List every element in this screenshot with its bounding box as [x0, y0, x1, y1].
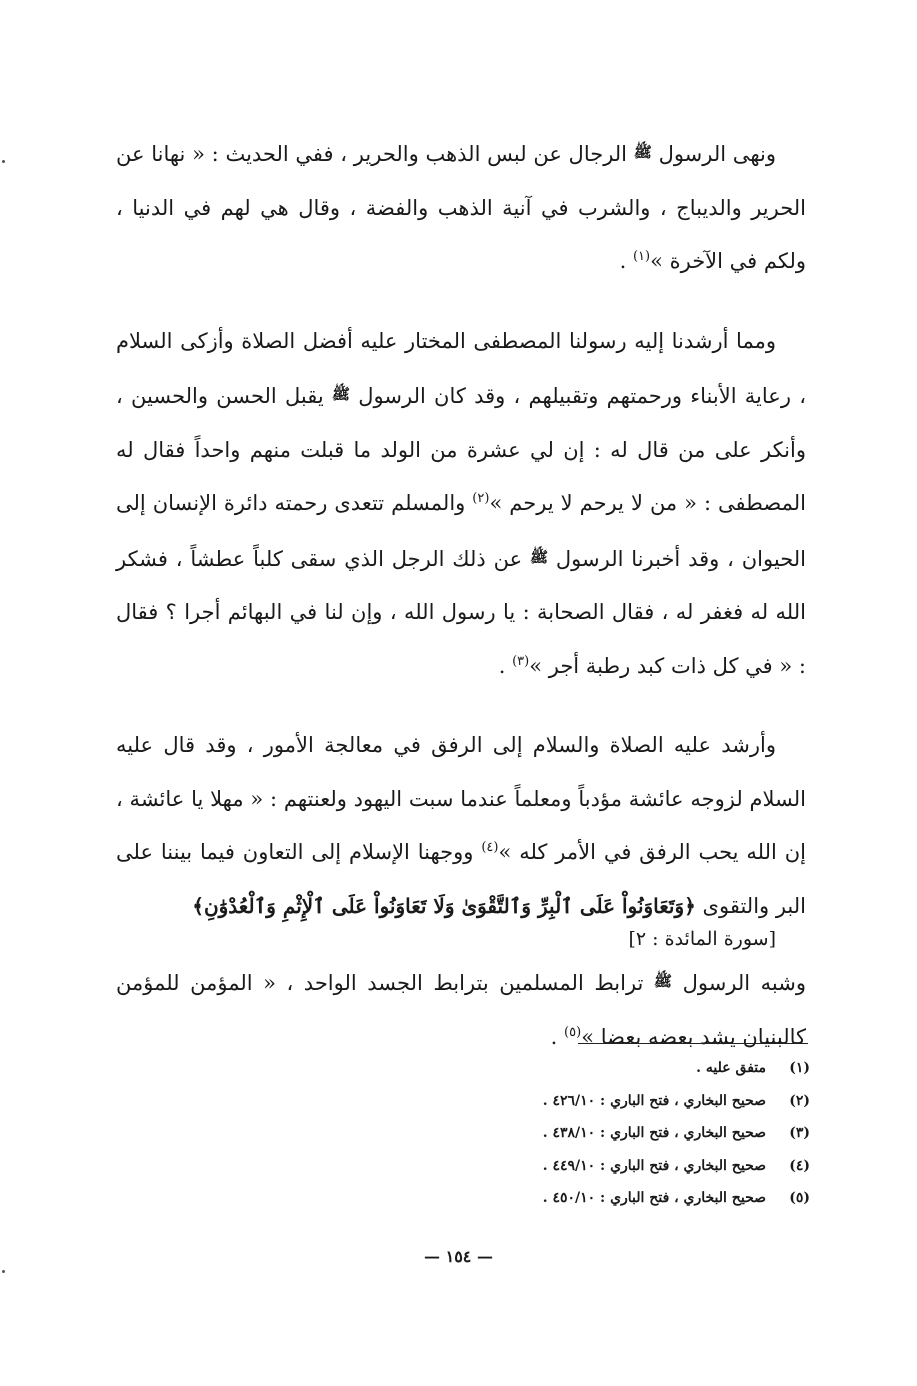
paragraph-2 [116, 315, 806, 694]
text-segment: يقبل الحسن والحسين ، وأنكر على من قال له : إن لي عشرة من الولد ما قبلت منهم واحداً فقال له المصطفى : « من لا يرحم لا يرحم » [116, 384, 806, 515]
scan-speck [2, 160, 5, 163]
honorific-glyph: ﷺ [331, 385, 351, 403]
text-segment: والمسلم تتعدى رحمته دائرة الإنسان إلى الحيوان ، وقد أخبرنا الرسول [116, 491, 806, 571]
footnote-marker: (١) [632, 249, 651, 264]
footnote-marker: (٢) [472, 491, 490, 506]
footnote-number: (٢) [789, 1092, 810, 1109]
footnote-item [360, 1085, 810, 1118]
paragraph-1 [116, 126, 806, 289]
text-segment: الرجال عن لبس الذهب والحرير ، ففي الحديث : « نهانا عن الحرير والديباج ، والشرب في آنية الذهب والفضة ، وقال هي لهم في الدنيا ، ولكم في الآخرة » [116, 142, 806, 273]
footnote-number: (٥) [789, 1190, 810, 1206]
text-segment: وأرشد عليه الصلاة والسلام إلى الرفق في معالجة الأمور ، وقد قال عليه السلام لزوجه عائشة مؤدباً ومعلماً عندما سبت اليهود ولعنتهم : « مهلا يا عائشة ، إن الله يحب الرفق في الأمر كله » [116, 733, 806, 864]
text-segment: ومما أرشدنا إليه رسولنا المصطفى المختار عليه أفضل الصلاة وأزكى السلام ، رعاية الأبناء ورحمتهم وتقبيلهم ، وقد كان الرسول [116, 328, 806, 408]
text-segment: ونهى الرسول [658, 142, 776, 166]
scan-speck [2, 1270, 5, 1273]
text-segment: ووجهنا الإسلام إلى التعاون فيما بيننا على البر والتقوى [116, 840, 806, 918]
footnote-item [360, 1182, 810, 1215]
footnote-item [360, 1150, 810, 1183]
page-number: — ١٥٤ — [424, 1247, 493, 1266]
footnote-number: (٣) [789, 1125, 810, 1141]
paragraph-3 [116, 719, 806, 955]
footnote-number: (٤) [789, 1157, 810, 1174]
footnote-text: صحيح البخاري ، فتح الباري : ٤٤٩/١٠ . [542, 1157, 766, 1174]
text-segment: عن ذلك الرجل الذي سقى كلباً عطشاً ، فشكر الله له فغفر له ، فقال الصحابة : يا رسول الله ، وإن لنا في البهائم أجرا ؟ فقال : « في كل ذات كبد رطبة أجر » [116, 546, 806, 678]
footnotes [360, 1052, 810, 1215]
quran-verse: ﴿وَتَعَاوَنُواْ عَلَى ٱلْبِرِّ وَٱلتَّقْوَىٰ وَلَا تَعَاوَنُواْ عَلَى ٱلْإِثْمِ وَٱلْعُدْوَٰنِ﴾ [192, 893, 696, 918]
honorific-glyph: ﷺ [653, 972, 673, 990]
footnote-item [360, 1052, 810, 1085]
text-segment: وشبه الرسول [682, 971, 806, 995]
text-segment: . [550, 1024, 558, 1049]
text-segment: . [498, 653, 506, 678]
footnote-text: متفق عليه . [696, 1060, 766, 1076]
surah-reference: [سورة المائدة : ٢] [628, 928, 776, 950]
footnote-text: صحيح البخاري ، فتح الباري : ٤٣٨/١٠ . [542, 1125, 766, 1141]
text-segment: ترابط المسلمين بترابط الجسد الواحد ، « المؤمن للمؤمن كالبنيان يشد بعضه بعضا » [116, 971, 806, 1049]
honorific-glyph: ﷺ [633, 143, 652, 161]
text-segment: . [619, 249, 627, 273]
footnote-marker: (٤) [481, 840, 499, 855]
honorific-glyph: ﷺ [529, 547, 549, 566]
footnote-separator [578, 1043, 808, 1044]
paragraph-4 [116, 955, 806, 1064]
footnote-text: صحيح البخاري ، فتح الباري : ٤٢٦/١٠ . [542, 1092, 766, 1109]
footnote-marker: (٣) [512, 653, 530, 669]
footnote-number: (١) [789, 1060, 810, 1076]
footnote-marker: (٥) [564, 1024, 582, 1040]
footnote-item [360, 1117, 810, 1150]
footnote-text: صحيح البخاري ، فتح الباري : ٤٥٠/١٠ . [542, 1190, 766, 1206]
main-text [116, 126, 806, 1064]
